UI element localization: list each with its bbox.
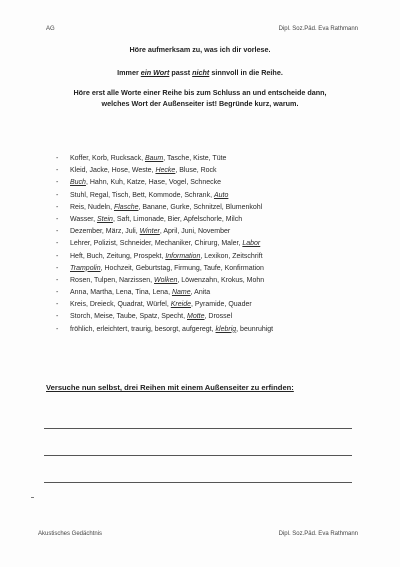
row-words-before: Kreis, Dreieck, Quadrat, Würfel, — [70, 301, 171, 309]
bullet-dash: - — [56, 191, 59, 199]
footer-title: Akustisches Gedächtnis — [38, 531, 103, 537]
bullet-dash: - — [56, 203, 59, 211]
bullet-dash: - — [56, 167, 59, 175]
row-words-before: Storch, Meise, Taube, Spatz, Specht, — [70, 313, 187, 321]
bullet-dash: - — [56, 252, 59, 260]
instruction-decide: Höre erst alle Worte einer Reihe bis zum Schluss an und entscheide dann, welches Wort der Außenseiter ist! Begründe kurz, warum. — [73, 88, 327, 108]
odd-word: Flasche — [113, 203, 139, 211]
row-words-after: , Pyramide, Quader — [191, 301, 252, 309]
row-words-before: Lehrer, Polizist, Schneider, Mechaniker, Chirurg, Maler, — [70, 240, 243, 248]
row-words-before: Dezember, März, Juli, — [70, 228, 140, 236]
word-row — [56, 324, 273, 336]
row-words-after: , April, Juni, November — [159, 228, 231, 236]
emphasis-ein-wort: ein Wort — [140, 68, 170, 77]
row-words-before: Wasser, — [70, 215, 97, 223]
odd-word: Wolken — [154, 276, 178, 284]
odd-word: Buch — [70, 179, 86, 187]
word-rows-list — [56, 153, 273, 336]
word-row — [56, 287, 273, 299]
odd-word: Kreide — [170, 301, 191, 309]
row-words-before: Anna, Martha, Lena, Tina, Lena, — [70, 289, 172, 297]
row-words-after: , Lexikon, Zeitschrift — [200, 252, 263, 260]
row-words-before: Reis, Nudeln, — [70, 203, 114, 211]
instruction-rule: Immer ein Wort passt nicht sinnvoll in die Reihe. — [117, 68, 283, 77]
row-words-after: , Löwenzahn, Krokus, Mohn — [177, 276, 265, 284]
odd-word: Hecke — [155, 167, 176, 175]
word-row — [56, 153, 273, 165]
word-row — [56, 226, 273, 238]
bullet-dash: - — [56, 276, 59, 284]
answer-line-3[interactable] — [44, 482, 352, 483]
row-words-after: , Drossel — [204, 313, 233, 321]
margin-mark — [31, 497, 34, 498]
row-words-after: , beunruhigt — [236, 325, 274, 333]
footer-author: Dipl. Soz.Päd. Eva Rathmann — [278, 531, 358, 537]
answer-line-2[interactable] — [44, 455, 352, 456]
row-words-before: Kleid, Jacke, Hose, Weste, — [70, 167, 156, 175]
odd-word: Auto — [213, 191, 229, 199]
instruction-listen: Höre aufmerksam zu, was ich dir vorlese. — [129, 45, 271, 54]
bullet-dash: - — [56, 155, 59, 162]
odd-word: Trampolin — [70, 264, 101, 272]
word-row — [56, 214, 273, 226]
row-words-before: fröhlich, erleichtert, traurig, besorgt, aufgeregt, — [70, 325, 216, 333]
odd-word: Winter — [139, 228, 160, 236]
emphasis-nicht: nicht — [192, 68, 210, 77]
bullet-dash: - — [56, 228, 59, 236]
row-words-before: Stuhl, Regal, Tisch, Bett, Kommode, Schrank, — [70, 191, 214, 199]
word-row — [56, 263, 273, 275]
odd-word: Motte — [187, 313, 205, 321]
row-words-after: , Banane, Gurke, Schnitzel, Blumenkohl — [138, 203, 263, 211]
row-words-after: , Saft, Limonade, Bier, Apfelschorle, Milch — [112, 215, 243, 223]
bullet-dash: - — [56, 301, 59, 309]
row-words-after: , Anita — [190, 289, 211, 297]
bullet-dash: - — [56, 215, 59, 223]
bullet-dash: - — [56, 264, 59, 272]
word-row — [56, 275, 273, 287]
row-words-after: , Tasche, Kiste, Tüte — [163, 155, 227, 162]
word-row — [56, 165, 273, 177]
word-row — [56, 251, 273, 263]
word-row — [56, 202, 273, 214]
row-words-after: , Bluse, Rock — [175, 167, 217, 175]
odd-word: Baum — [144, 155, 164, 162]
word-row — [56, 299, 273, 311]
bullet-dash: - — [56, 313, 59, 321]
row-words-after: , Hochzeit, Geburtstag, Firmung, Taufe, Konfirmation — [100, 264, 264, 272]
bullet-dash: - — [56, 325, 59, 333]
word-row — [56, 190, 273, 202]
odd-word: klebrig — [215, 325, 237, 333]
word-row — [56, 238, 273, 250]
bullet-dash: - — [56, 179, 59, 187]
odd-word: Stein — [96, 215, 113, 223]
row-words-before: Koffer, Korb, Rucksack, — [70, 155, 145, 162]
word-row — [56, 311, 273, 323]
odd-word: Labor — [242, 240, 261, 248]
answer-line-1[interactable] — [44, 428, 352, 429]
bullet-dash: - — [56, 289, 59, 297]
row-words-before: Heft, Buch, Zeitung, Prospekt, — [70, 252, 166, 260]
header-author: Dipl. Soz.Päd. Eva Rathmann — [278, 26, 358, 32]
task-heading: Versuche nun selbst, drei Reihen mit einem Außenseiter zu erfinden: — [46, 383, 294, 392]
row-words-after: , Hahn, Kuh, Katze, Hase, Vogel, Schnecke — [85, 179, 221, 187]
row-words-before: Rosen, Tulpen, Narzissen, — [70, 276, 155, 284]
word-row — [56, 177, 273, 189]
odd-word: Name — [171, 289, 191, 297]
odd-word: Information — [165, 252, 201, 260]
header-left: AG — [46, 26, 55, 32]
bullet-dash: - — [56, 240, 59, 248]
